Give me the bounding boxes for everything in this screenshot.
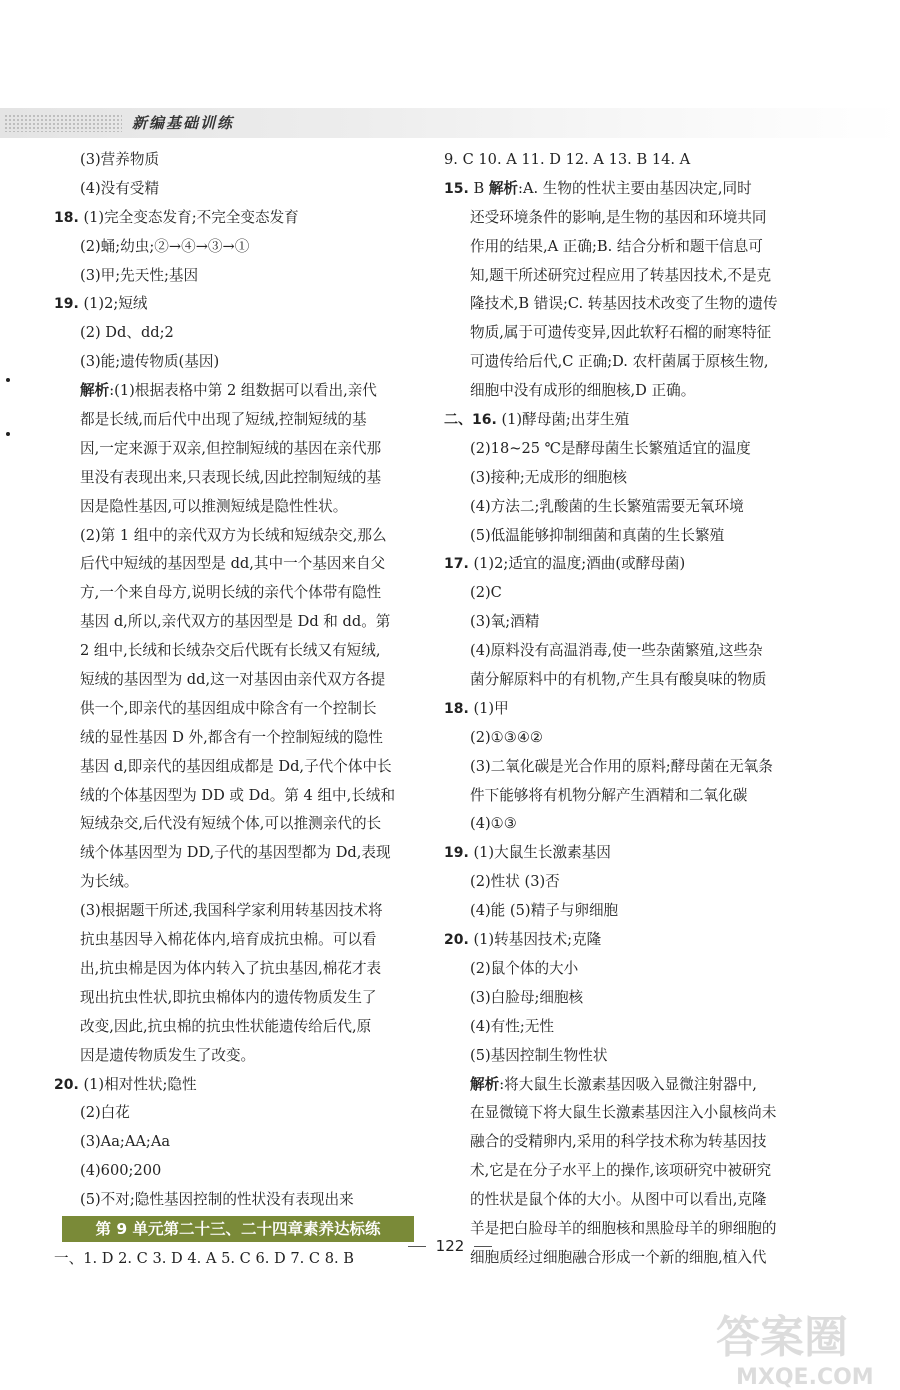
line-text: 里没有表现出来,只表现长绒,因此控制短绒的基: [80, 468, 382, 486]
text-line: [54, 348, 416, 377]
text-line: [444, 868, 812, 897]
text-line: [444, 1186, 812, 1215]
text-line: [444, 1013, 812, 1042]
line-text: 基因 d,所以,亲代双方的基因型是 Dd 和 dd。第: [80, 613, 391, 631]
header-dot-pattern: [4, 114, 122, 132]
margin-dot: [6, 378, 10, 382]
line-text: 短绒的基因型为 dd,这一对基因由亲代双方各提: [80, 671, 386, 689]
text-line: [444, 666, 812, 695]
line-text: 2 组中,长绒和长绒杂交后代既有长绒又有短绒,: [80, 642, 381, 660]
text-line: [54, 204, 416, 233]
question-number: 18.: [54, 209, 79, 226]
line-text: 知,题干所述研究过程应用了转基因技术,不是克: [470, 266, 772, 284]
text-line: [444, 377, 812, 406]
text-line: [54, 1099, 416, 1128]
line-text: 绒的个体基因型为 DD 或 Dd。第 4 组中,长绒和: [80, 786, 396, 804]
watermark-logo: [706, 1300, 896, 1390]
text-line: [444, 984, 812, 1013]
line-text: (2)18~25 ℃是酵母菌生长繁殖适宜的温度: [470, 439, 751, 457]
text-line: [54, 868, 416, 897]
text-line: [444, 1042, 812, 1071]
text-line: [444, 1071, 812, 1100]
analysis-label: 解析: [488, 179, 519, 197]
text-line: [444, 1128, 812, 1157]
text-line: [54, 406, 416, 435]
text-line: [444, 522, 812, 551]
text-line: [54, 926, 416, 955]
text-line: [54, 1186, 416, 1215]
text-line: [54, 522, 416, 551]
line-text: :A. 生物的性状主要由基因决定,同时: [518, 179, 752, 197]
text-line: [444, 695, 812, 724]
line-text: (3)二氧化碳是光合作用的原料;酵母菌在无氧条: [470, 757, 773, 775]
text-line: [54, 464, 416, 493]
line-text: (4)能 (5)精子与卵细胞: [470, 902, 619, 920]
text-line: [54, 290, 416, 319]
text-line: [444, 724, 812, 753]
line-text: (4)600;200: [80, 1162, 162, 1180]
text-line: [444, 493, 812, 522]
line-text: (2)C: [470, 584, 502, 602]
text-line: [444, 926, 812, 955]
line-text: (5)低温能够抑制细菌和真菌的生长繁殖: [470, 526, 725, 544]
line-text: 的性状是鼠个体的大小。从图中可以看出,克隆: [470, 1191, 767, 1209]
line-text: 术,它是在分子水平上的操作,该项研究中被研究: [470, 1162, 772, 1180]
line-text: 现出抗虫性状,即抗虫棉体内的遗传物质发生了: [80, 988, 377, 1006]
line-text: 后代中短绒的基因型是 dd,其中一个基因来自父: [80, 555, 386, 573]
text-line: [444, 290, 812, 319]
margin-dot: [6, 432, 10, 436]
line-text: (3)营养物质: [80, 151, 160, 168]
line-text: 出,抗虫棉是因为体内转入了抗虫基因,棉花才表: [80, 959, 382, 977]
line-text: (3)甲;先天性;基因: [80, 266, 199, 284]
text-line: [444, 839, 812, 868]
text-line: [54, 175, 416, 204]
line-text: 因是遗传物质发生了改变。: [80, 1046, 256, 1064]
text-line: [54, 262, 416, 291]
svg-text:答案圈: 答案圈: [716, 1312, 848, 1363]
question-number: 二、16.: [444, 412, 497, 429]
book-title: 新编基础训练: [132, 114, 235, 132]
text-line: [444, 955, 812, 984]
question-number: 15.: [444, 180, 469, 197]
text-line: [54, 839, 416, 868]
question-number: 19.: [444, 845, 469, 862]
text-line: [444, 782, 812, 811]
text-line: [54, 955, 416, 984]
line-text: (5)基因控制生物性状: [470, 1046, 608, 1064]
svg-text:MXQE.COM: MXQE.COM: [736, 1365, 874, 1390]
line-text: 方,一个来自母方,说明长绒的亲代个体带有隐性: [80, 584, 382, 602]
text-line: [54, 1128, 416, 1157]
line-text: 细胞质经过细胞融合形成一个新的细胞,植入代: [470, 1248, 767, 1266]
text-line: [54, 550, 416, 579]
text-line: [444, 1099, 812, 1128]
section-banner: 第 9 单元第二十三、二十四章素养达标练: [62, 1216, 414, 1242]
line-text: 绒的显性基因 D 外,都含有一个控制短绒的隐性: [80, 728, 383, 746]
line-text: :将大鼠生长激素基因吸入显微注射器中,: [499, 1075, 757, 1093]
line-text: (3)能;遗传物质(基因): [80, 353, 220, 371]
line-text: (2)蛹;幼虫;②→④→③→①: [80, 237, 250, 255]
line-text: (3)接种;无成形的细胞核: [470, 468, 627, 486]
text-line: [54, 579, 416, 608]
text-line: [54, 810, 416, 839]
line-text: (1)大鼠生长激素基因: [473, 844, 611, 862]
line-text: 都是长绒,而后代中出现了短绒,控制短绒的基: [80, 411, 367, 429]
line-text: (1)转基因技术;克隆: [473, 931, 602, 949]
line-text: (2)①③④②: [470, 728, 544, 746]
line-text: (2) Dd、dd;2: [80, 324, 174, 342]
line-text: 因是隐性基因,可以推测短绒是隐性性状。: [80, 497, 348, 515]
line-text: (3)Aa;AA;Aa: [80, 1133, 171, 1151]
line-text: (4)方法二;乳酸菌的生长繁殖需要无氧环境: [470, 497, 744, 515]
line-text: (1)甲: [473, 699, 509, 717]
line-text: (2)鼠个体的大小: [470, 959, 579, 977]
line-text: 因,一定来源于双亲,但控制短绒的基因在亲代那: [80, 439, 382, 457]
text-line: [54, 637, 416, 666]
text-line: [444, 464, 812, 493]
analysis-label: 解析: [470, 1075, 500, 1093]
answer-key-line: 一、1. D 2. C 3. D 4. A 5. C 6. D 7. C 8. B: [54, 1249, 355, 1267]
text-line: [54, 666, 416, 695]
line-text: 改变,因此,抗虫棉的抗虫性状能遗传给后代,原: [80, 1017, 372, 1035]
text-line: [54, 146, 416, 175]
text-line: [54, 493, 416, 522]
text-line: [444, 1157, 812, 1186]
text-line: [54, 695, 416, 724]
text-line: [444, 233, 812, 262]
text-line: [444, 175, 812, 204]
text-line: [54, 233, 416, 262]
text-line: [54, 897, 416, 926]
line-text: B: [473, 179, 489, 197]
line-text: 融合的受精卵内,采用的科学技术称为转基因技: [470, 1133, 767, 1151]
text-line: [54, 1013, 416, 1042]
line-text: 还受环境条件的影响,是生物的基因和环境共同: [470, 208, 767, 226]
line-text: 件下能够将有机物分解产生酒精和二氧化碳: [470, 786, 748, 804]
line-text: 在显微镜下将大鼠生长激素基因注入小鼠核尚未: [470, 1104, 777, 1122]
line-text: 9. C 10. A 11. D 12. A 13. B 14. A: [444, 151, 691, 168]
line-text: (1)2;短绒: [83, 295, 148, 313]
text-line: [444, 550, 812, 579]
text-line: [444, 608, 812, 637]
text-line: [54, 377, 416, 406]
line-text: (2)白花: [80, 1104, 130, 1122]
text-line: [444, 262, 812, 291]
question-number: 17.: [444, 556, 469, 573]
text-line: [444, 637, 812, 666]
text-line: [444, 319, 812, 348]
line-text: (1)酵母菌;出芽生殖: [501, 411, 630, 429]
text-line: [444, 579, 812, 608]
line-text: 抗虫基因导入棉花体内,培育成抗虫棉。可以看: [80, 931, 377, 949]
text-line: [444, 810, 812, 839]
line-text: 菌分解原料中的有机物,产生具有酸臭味的物质: [470, 671, 767, 689]
line-text: (1)2;适宜的温度;酒曲(或酵母菌): [473, 555, 686, 573]
line-text: :(1)根据表格中第 2 组数据可以看出,亲代: [109, 382, 377, 400]
question-number: 20.: [54, 1076, 79, 1093]
question-number: 20.: [444, 932, 469, 949]
line-text: (4)原料没有高温消毒,使一些杂菌繁殖,这些杂: [470, 642, 763, 660]
analysis-label: 解析: [80, 382, 110, 400]
line-text: (2)第 1 组中的亲代双方为长绒和短绒杂交,那么: [80, 526, 387, 544]
line-text: 绒个体基因型为 DD,子代的基因型都为 Dd,表现: [80, 844, 391, 862]
text-line: [54, 984, 416, 1013]
text-line: [444, 146, 812, 175]
line-text: 物质,属于可遗传变异,因此软籽石榴的耐寒特征: [470, 324, 772, 342]
line-text: (1)相对性状;隐性: [83, 1075, 197, 1093]
page-number: 122: [0, 1237, 900, 1255]
line-text: (4)有性;无性: [470, 1017, 554, 1035]
text-line: [54, 1042, 416, 1071]
text-line: [54, 782, 416, 811]
left-column: [54, 146, 416, 1274]
line-text: 隆技术,B 错误;C. 转基因技术改变了生物的遗传: [470, 295, 778, 313]
line-text: 短绒杂交,后代没有短绒个体,可以推测亲代的长: [80, 815, 382, 833]
text-line: [444, 406, 812, 435]
text-line: [54, 724, 416, 753]
right-column: [444, 146, 812, 1273]
line-text: 为长绒。: [80, 873, 139, 891]
text-line: [444, 435, 812, 464]
line-text: (5)不对;隐性基因控制的性状没有表现出来: [80, 1191, 354, 1209]
text-line: [54, 1157, 416, 1186]
text-line: [54, 1071, 416, 1100]
text-line: [54, 608, 416, 637]
line-text: 细胞中没有成形的细胞核,D 正确。: [470, 382, 696, 400]
line-text: (2)性状 (3)否: [470, 873, 560, 891]
line-text: (4)没有受精: [80, 179, 160, 197]
line-text: (4)①③: [470, 815, 517, 833]
text-line: [54, 435, 416, 464]
line-text: (3)白脸母;细胞核: [470, 988, 584, 1006]
text-line: [54, 319, 416, 348]
line-text: 可遗传给后代,C 正确;D. 农杆菌属于原核生物,: [470, 353, 769, 371]
question-number: 19.: [54, 296, 79, 313]
line-text: 羊是把白脸母羊的细胞核和黑脸母羊的卵细胞的: [470, 1219, 777, 1237]
text-line: [54, 753, 416, 782]
question-number: 18.: [444, 700, 469, 717]
line-text: (3)根据题干所述,我国科学家利用转基因技术将: [80, 902, 383, 920]
line-text: 供一个,即亲代的基因组成中除含有一个控制长: [80, 699, 377, 717]
text-line: [444, 897, 812, 926]
line-text: (1)完全变态发育;不完全变态发育: [83, 208, 299, 226]
line-text: 基因 d,即亲代的基因组成都是 Dd,子代个体中长: [80, 757, 392, 775]
text-line: [444, 348, 812, 377]
line-text: (3)氧;酒精: [470, 613, 540, 631]
line-text: 作用的结果,A 正确;B. 结合分析和题干信息可: [470, 237, 763, 255]
text-line: [444, 204, 812, 233]
text-line: [444, 753, 812, 782]
